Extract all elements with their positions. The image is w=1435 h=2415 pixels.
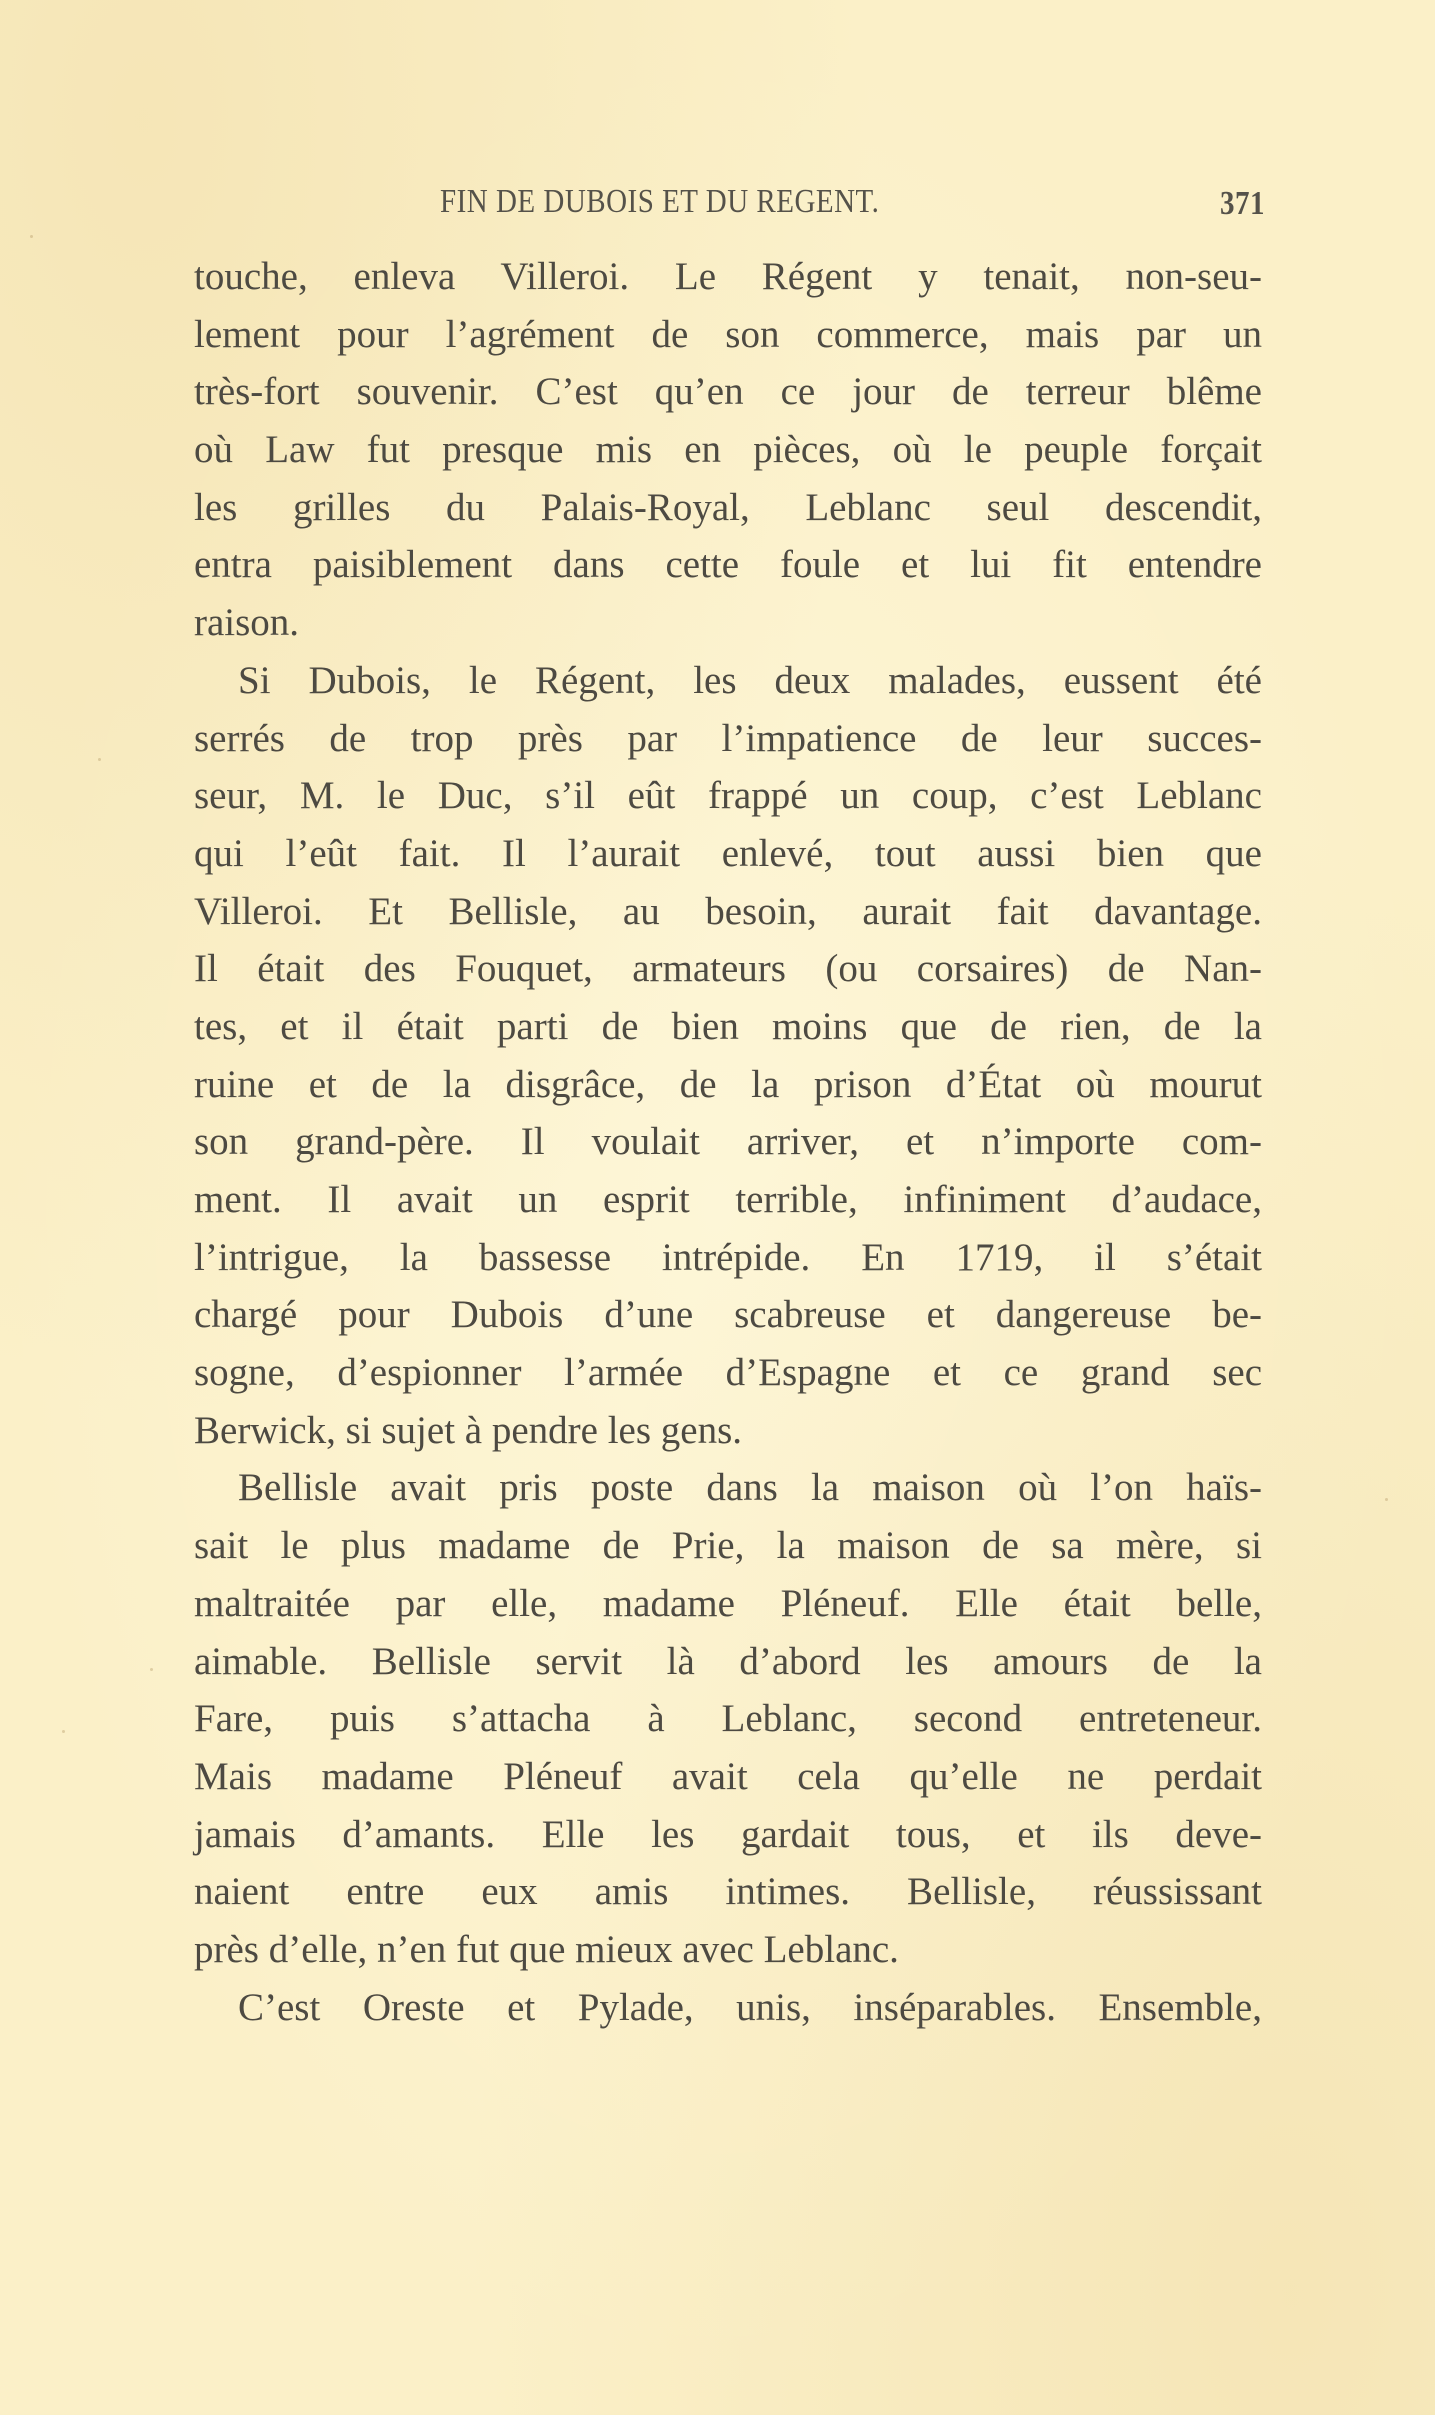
text-line: aimable. Bellisle servit là d’abord les amours de la: [194, 1639, 1262, 1683]
running-head: [440, 183, 1265, 223]
text-line: seur, M. le Duc, s’il eût frappé un coup, c’est Leblanc: [194, 774, 1262, 818]
text-line: ment. Il avait un esprit terrible, infiniment d’audace,: [194, 1178, 1262, 1221]
running-title: FIN DE DUBOIS ET DU REGENT.: [440, 183, 880, 220]
page-number: 371: [1220, 185, 1265, 222]
text-line: Si Dubois, le Régent, les deux malades, eussent été: [238, 658, 1262, 702]
text-line: lement pour l’agrément de son commerce, mais par un: [194, 312, 1262, 356]
paper-speck: [30, 235, 33, 238]
text-line: Mais madame Pléneuf avait cela qu’elle ne perdait: [194, 1754, 1262, 1798]
text-line: naient entre eux amis intimes. Bellisle, réussissant: [194, 1870, 1262, 1914]
text-line: son grand-père. Il voulait arriver, et n’importe com-: [194, 1120, 1262, 1164]
text-line: où Law fut presque mis en pièces, où le peuple forçait: [194, 428, 1262, 472]
paper-speck: [62, 1730, 65, 1733]
text-line: maltraitée par elle, madame Pléneuf. Elle était belle,: [194, 1581, 1262, 1625]
text-line: jamais d’amants. Elle les gardait tous, et ils deve-: [194, 1812, 1262, 1856]
text-line: les grilles du Palais-Royal, Leblanc seul descendit,: [194, 485, 1262, 529]
paragraph: [194, 248, 1262, 652]
text-line: sogne, d’espionner l’armée d’Espagne et ce grand sec: [194, 1351, 1262, 1395]
text-line: près d’elle, n’en fut que mieux avec Leblanc.: [194, 1927, 899, 1971]
text-line: sait le plus madame de Prie, la maison de sa mère, si: [194, 1524, 1262, 1568]
text-line: très-fort souvenir. C’est qu’en ce jour de terreur blême: [194, 370, 1262, 414]
text-line: C’est Oreste et Pylade, unis, inséparables. Ensemble,: [238, 1985, 1262, 2029]
text-line: l’intrigue, la bassesse intrépide. En 1719, il s’était: [194, 1235, 1262, 1279]
text-line: Bellisle avait pris poste dans la maison où l’on haïs-: [238, 1466, 1262, 1510]
paragraph: [194, 1459, 1262, 1978]
text-line: Fare, puis s’attacha à Leblanc, second entreteneur.: [194, 1697, 1262, 1741]
paragraph: [194, 652, 1262, 1460]
body-text: [194, 248, 1262, 2036]
text-line: Villeroi. Et Bellisle, au besoin, aurait fait davantage.: [194, 889, 1262, 933]
text-line: chargé pour Dubois d’une scabreuse et dangereuse be-: [194, 1293, 1262, 1337]
paper-speck: [1385, 1498, 1388, 1501]
text-line: touche, enleva Villeroi. Le Régent y tenait, non-seu-: [194, 255, 1262, 298]
text-line: Il était des Fouquet, armateurs (ou corsaires) de Nan-: [194, 947, 1262, 991]
text-line: tes, et il était parti de bien moins que de rien, de la: [194, 1004, 1262, 1048]
text-line: Berwick, si sujet à pendre les gens.: [194, 1408, 743, 1452]
text-line: entra paisiblement dans cette foule et lui fit entendre: [194, 543, 1262, 587]
paper-speck: [150, 1668, 153, 1671]
text-line: qui l’eût fait. Il l’aurait enlevé, tout aussi bien que: [194, 831, 1262, 875]
paper-speck: [98, 758, 101, 761]
text-line: ruine et de la disgrâce, de la prison d’État où mourut: [194, 1062, 1262, 1106]
text-line: serrés de trop près par l’impatience de leur succes-: [194, 716, 1262, 760]
paragraph: [194, 1979, 1262, 2037]
text-line: raison.: [194, 601, 300, 645]
